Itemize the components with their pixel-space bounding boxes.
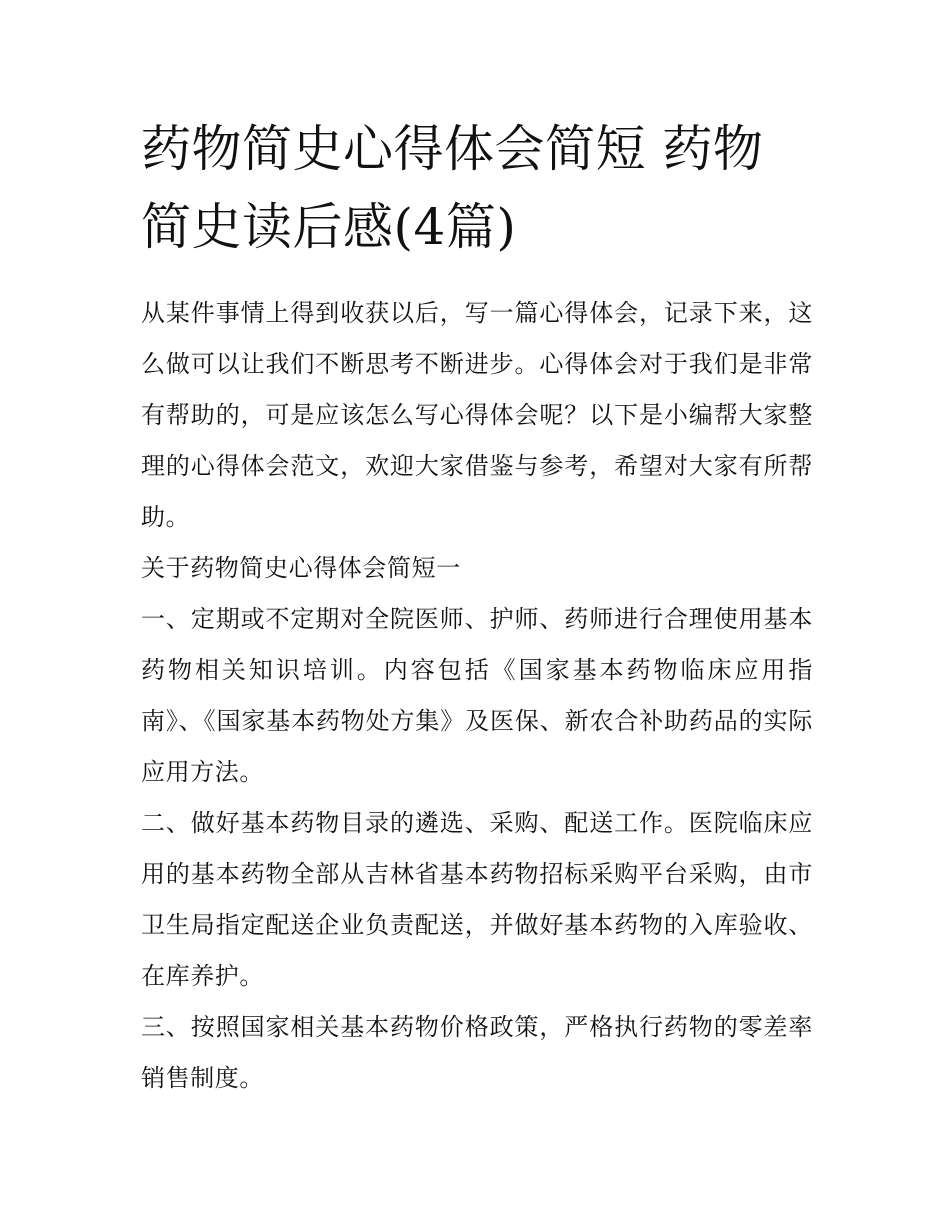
document-page <box>141 110 813 1104</box>
intro-paragraph: 从某件事情上得到收获以后，写一篇心得体会，记录下来，这么做可以让我们不断思考不断进步。心得体会对于我们是非常有帮助的，可是应该怎么写心得体会呢？以下是小编帮大家整理的心得体会范文，欢迎大家借鉴与参考，希望对大家有所帮助。 <box>141 299 813 531</box>
list-item-two: 二、做好基本药物目录的遴选、采购、配送工作。医院临床应用的基本药物全部从吉林省基本药物招标采购平台采购，由市卫生局指定配送企业负责配送，并做好基本药物的入库验收、在库养护。 <box>141 809 813 990</box>
document-title: 药物简史心得体会简短 药物简史读后感(4篇) <box>141 120 764 256</box>
document-body <box>141 288 813 1104</box>
section-heading: 关于药物简史心得体会简短一 <box>141 554 461 582</box>
list-item-one: 一、定期或不定期对全院医师、护师、药师进行合理使用基本药物相关知识培训。内容包括《国家基本药物临床应用指南》、《国家基本药物处方集》及医保、新农合补助药品的实际应用方法。 <box>141 605 813 786</box>
list-item-three: 三、按照国家相关基本药物价格政策，严格执行药物的零差率销售制度。 <box>141 1013 813 1092</box>
